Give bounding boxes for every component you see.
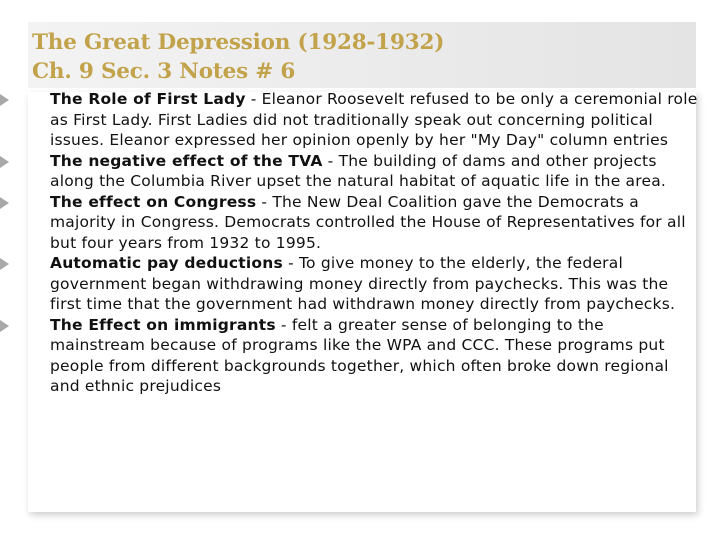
triangle-bullet-icon — [0, 156, 9, 168]
bullet-term: The Effect on immigrants — [50, 315, 276, 334]
bullet-term: The effect on Congress — [50, 192, 257, 211]
bullet-item-immigrants — [0, 315, 720, 397]
bullet-item-first-lady — [0, 89, 720, 151]
notes-bullet-list — [0, 89, 720, 397]
bullet-text: - felt a greater sense of belonging to the mainstream because of programs like the WPA and CCC. These programs put people from different backgrounds together, which often broke down regional and ethnic prejudices — [50, 315, 669, 395]
bullet-text: - Eleanor Roosevelt refused to be only a ceremonial role as First Lady. First Ladies did not traditionally speak out concerning political issues. Eleanor expressed her opinion openly by her "My Day" column entries — [50, 90, 698, 149]
bullet-term: The negative effect of the TVA — [50, 151, 323, 170]
bullet-item-congress — [0, 192, 720, 254]
bullet-item-pay-deductions — [0, 253, 720, 315]
triangle-bullet-icon — [0, 197, 9, 209]
bullet-item-tva — [0, 151, 720, 192]
bullet-text: - The building of dams and other projects along the Columbia River upset the natural habitat of aquatic life in the area. — [50, 151, 667, 190]
slide-subtitle: Ch. 9 Sec. 3 Notes # 6 — [32, 59, 296, 84]
bullet-text: - The New Deal Coalition gave the Democrats a majority in Congress. Democrats controlled the House of Representatives for all but four years from 1932 to 1995. — [50, 192, 686, 252]
triangle-bullet-icon — [0, 258, 9, 270]
bullet-term: Automatic pay deductions — [50, 254, 283, 272]
slide-title: The Great Depression (1928-1932) — [32, 30, 445, 55]
bullet-term: The Role of First Lady — [50, 90, 246, 108]
triangle-bullet-icon — [0, 94, 9, 106]
triangle-bullet-icon — [0, 320, 9, 332]
bullet-text: - To give money to the elderly, the federal government began withdrawing money directly from paychecks. This was the first time that the government had withdrawn money directly from paychecks. — [50, 254, 676, 313]
